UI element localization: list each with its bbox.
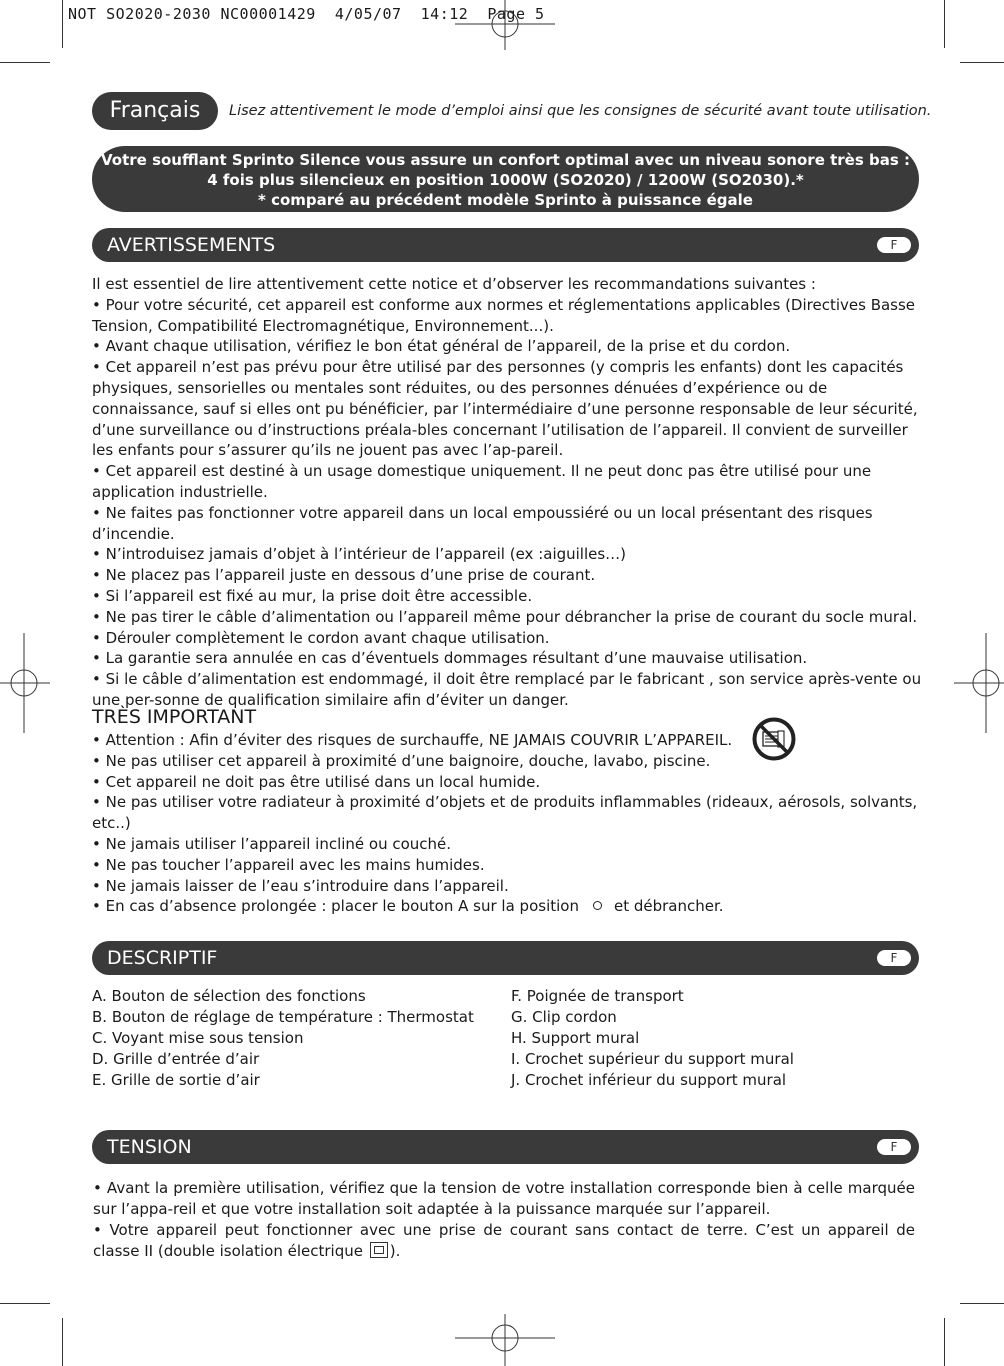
list-item: D. Grille d’entrée d’air <box>92 1050 260 1068</box>
paragraph-text: ). <box>389 1242 401 1260</box>
list-item: • Ne jamais laisser de l’eau s’introduire dans l’appareil. <box>92 876 509 895</box>
paragraph-text: • Votre appareil peut fonctionner avec une prise de courant sans contact de terre. C’est un appareil de classe II (double isolation électrique <box>93 1221 915 1260</box>
list-item: A. Bouton de sélection des fonctions <box>92 987 366 1005</box>
list-item: • Cet appareil ne doit pas être utilisé dans un local humide. <box>92 772 541 791</box>
language-badge: F <box>877 950 911 966</box>
language-badge: F <box>877 237 911 253</box>
section-title: DESCRIPTIF <box>107 947 218 969</box>
crop-mark <box>62 1318 63 1366</box>
list-item: B. Bouton de réglage de température : Thermostat <box>92 1008 474 1026</box>
registration-mark-icon <box>954 633 1004 733</box>
paragraph: • Cet appareil n’est pas prévu pour être utilisé par des personnes (y compris les enfants) dont les capacités physiques, sensorielles ou mentales sont réduites, ou des personnes dénuées d’expérience ou de connaissance, sauf si elles ont pu bénéficier, par l’intermédiaire d’une personne responsable de leur sécurité, d’une surveillance ou d’instructions préala-bles concernant l’utilisation de l’appareil. Il convient de surveiller les enfants pour s’assurer qu’ils ne jouent pas avec l’ap-pareil. <box>92 358 918 460</box>
list-item: C. Voyant mise sous tension <box>92 1029 304 1047</box>
paragraph: • Avant la première utilisation, vérifiez que la tension de votre installation corresponde bien à celle marquée sur l’appa-reil et que votre installation soit adaptée à la puissance marquée sur l’appareil. <box>93 1179 915 1218</box>
list-item: E. Grille de sortie d’air <box>92 1071 260 1089</box>
crop-mark <box>960 1303 1004 1304</box>
paragraph: • Ne placez pas l’appareil juste en dessous d’une prise de courant. <box>92 566 596 585</box>
list-item: F. Poignée de transport <box>511 987 684 1005</box>
paragraph: • Si l’appareil est fixé au mur, la prise doit être accessible. <box>92 586 533 605</box>
paragraph: • Pour votre sécurité, cet appareil est conforme aux normes et réglementations applicables (Directives Basse Tension, Compatibilité Electromagnétique, Environnement...). <box>92 295 916 335</box>
registration-mark-icon <box>455 0 555 50</box>
language-label: Français <box>92 92 218 130</box>
paragraph: • Cet appareil est destiné à un usage domestique uniquement. Il ne peut donc pas être utilisé pour une application industrielle. <box>92 462 872 501</box>
list-item: • Ne pas utiliser votre radiateur à proximité d’objets et de produits inflammables (rideaux, aérosols, solvants, etc..) <box>92 793 918 833</box>
crop-mark <box>944 1318 945 1366</box>
product-banner <box>92 146 919 212</box>
intro-text: Lisez attentivement le mode d’emploi ainsi que les consignes de sécurité avant toute utilisation. <box>229 103 932 119</box>
paragraph: • Ne faites pas fonctionner votre appareil dans un local empoussiéré ou un local présentant des risques d’incendie. <box>92 503 873 543</box>
list-item: H. Support mural <box>511 1029 640 1047</box>
class-ii-icon <box>370 1242 388 1258</box>
crop-mark <box>944 0 945 48</box>
list-item-text: et débrancher. <box>613 897 724 916</box>
registration-mark-icon <box>0 633 50 733</box>
paragraph: • N’introduisez jamais d’objet à l’intérieur de l’appareil (ex :aiguilles…) <box>92 545 627 564</box>
important-title: TRÈS IMPORTANT <box>92 706 257 728</box>
paragraph: • Avant chaque utilisation, vérifiez le bon état général de l’appareil, de la prise et du cordon. <box>92 337 791 356</box>
tension-text <box>93 1178 915 1262</box>
section-header-avertissements <box>92 228 919 262</box>
list-item-text: • En cas d’absence prolongée : placer le bouton A sur la position <box>92 897 579 916</box>
warnings-text <box>92 274 922 711</box>
crop-mark <box>62 0 63 48</box>
list-item: J. Crochet inférieur du support mural <box>511 1071 787 1089</box>
section-header-descriptif <box>92 941 919 975</box>
paragraph: • Dérouler complètement le cordon avant chaque utilisation. <box>92 628 550 647</box>
off-position-icon <box>593 901 602 910</box>
banner-line: * comparé au précédent modèle Sprinto à puissance égale <box>258 191 753 209</box>
banner-line: 4 fois plus silencieux en position 1000W (SO2020) / 1200W (SO2030).* <box>207 171 804 189</box>
description-list-right <box>511 986 794 1091</box>
paragraph: • Ne pas tirer le câble d’alimentation ou l’appareil même pour débrancher la prise de courant du socle mural. <box>92 607 918 626</box>
paragraph <box>93 1220 915 1262</box>
list-item <box>92 896 922 917</box>
language-badge: F <box>877 1139 911 1155</box>
paragraph: • La garantie sera annulée en cas d’éventuels dommages résultant d’une mauvaise utilisation. <box>92 649 808 668</box>
paragraph: • Si le câble d’alimentation est endommagé, il doit être remplacé par le fabricant , son service après-vente ou une per-sonne de qualification similaire afin d’éviter un danger. <box>92 670 922 709</box>
list-item: • Attention : Afin d’éviter des risques de surchauffe, NE JAMAIS COUVRIR L’APPAREIL. <box>92 731 733 749</box>
section-header-tension <box>92 1130 919 1164</box>
list-item: • Ne pas toucher l’appareil avec les mains humides. <box>92 855 485 874</box>
list-item: • Ne jamais utiliser l’appareil incliné ou couché. <box>92 834 452 853</box>
crop-mark <box>960 62 1004 63</box>
banner-line: Votre soufflant Sprinto Silence vous assure un confort optimal avec un niveau sonore très bas : <box>101 151 910 169</box>
registration-mark-icon <box>455 1314 555 1366</box>
crop-mark <box>0 62 50 63</box>
important-list <box>92 730 922 917</box>
section-title: AVERTISSEMENTS <box>107 234 276 256</box>
print-header: NOT SO2020-2030 NC00001429 4/05/07 14:12 Page 5 <box>68 5 545 23</box>
list-item: I. Crochet supérieur du support mural <box>511 1050 794 1068</box>
list-item: G. Clip cordon <box>511 1008 617 1026</box>
crop-mark <box>0 1303 50 1304</box>
description-list-left <box>92 986 474 1091</box>
paragraph: Il est essentiel de lire attentivement cette notice et d’observer les recommandations suivantes : <box>92 275 816 293</box>
section-title: TENSION <box>107 1136 192 1158</box>
list-item: • Ne pas utiliser cet appareil à proximité d’une baignoire, douche, lavabo, piscine. <box>92 751 711 770</box>
